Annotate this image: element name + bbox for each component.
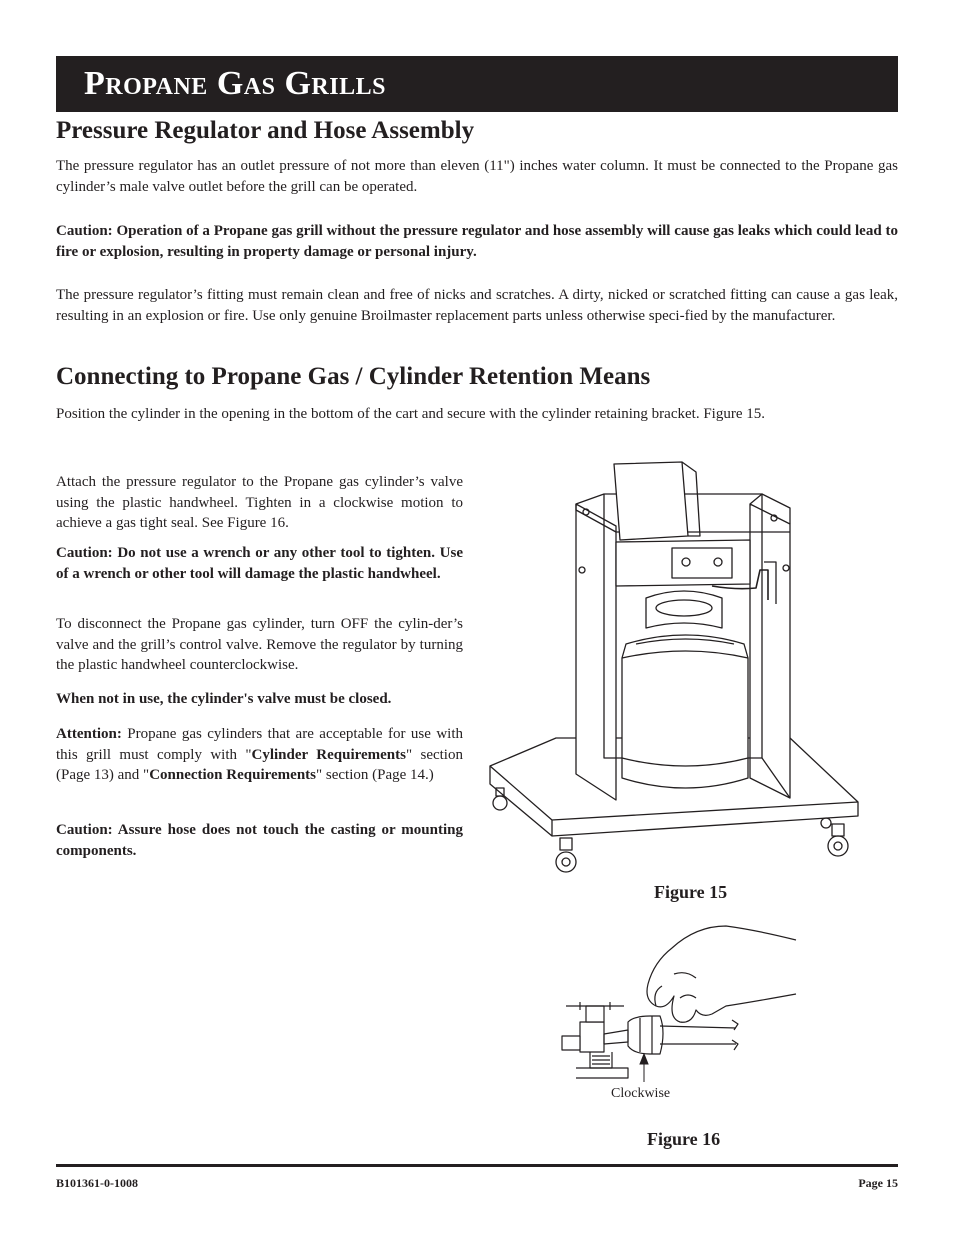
regulator-paragraph: The pressure regulator has an outlet pressure of not more than eleven (11") inches water column. It must be connected to the Propane gas cylinder’s male valve outlet before the grill can be operated. (56, 158, 898, 195)
connection-requirements-ref: Connection Requirements (149, 767, 316, 783)
cylinder-requirements-ref: Cylinder Requirements (251, 746, 406, 763)
figure-16-caption: Figure 16 (647, 1129, 721, 1149)
not-in-use-note: When not in use, the cylinder's valve must be closed. (56, 691, 392, 707)
attention-paragraph (56, 724, 463, 786)
section-heading-connecting: Connecting to Propane Gas / Cylinder Retention Means (56, 363, 651, 390)
section-heading-regulator: Pressure Regulator and Hose Assembly (56, 117, 475, 144)
attention-text-1: Propane gas cylinders that are acceptable for use with this grill must comply with " (56, 726, 463, 763)
position-paragraph: Position the cylinder in the opening in the bottom of the cart and secure with the cylinder retaining bracket. Figure 15. (56, 406, 765, 422)
wrench-caution: Caution: Do not use a wrench or any other tool to tighten. Use of a wrench or other tool will damage the plastic handwheel. (56, 545, 463, 582)
figure-15-cart-illustration (486, 458, 864, 880)
regulator-caution: Caution: Operation of a Propane gas grill without the pressure regulator and hose assembly will cause gas leaks which could lead to fire or explosion, resulting in property damage or personal injury. (56, 223, 898, 260)
hose-caution: Caution: Assure hose does not touch the casting or mounting components. (56, 822, 463, 859)
attach-paragraph: Attach the pressure regulator to the Propane gas cylinder’s valve using the plastic handwheel. Tighten in a clockwise motion to achieve a gas tight seal. See Figure 16. (56, 474, 463, 531)
page-title: Propane Gas Grills (84, 65, 386, 102)
header-banner (56, 56, 898, 112)
page-number: Page 15 (858, 1176, 898, 1190)
footer-rule (56, 1164, 898, 1167)
document-number: B101361-0-1008 (56, 1176, 138, 1190)
figure-16-handwheel-illustration (556, 922, 806, 1082)
clockwise-label: Clockwise (611, 1086, 671, 1101)
attention-text-3: " section (Page 14.) (316, 767, 434, 783)
attention-text-2: " section (Page 13) and " (56, 746, 463, 783)
attention-label: Attention: (56, 726, 122, 742)
figure-15-caption: Figure 15 (654, 882, 728, 902)
disconnect-paragraph: To disconnect the Propane gas cylinder, turn OFF the cylin-der’s valve and the grill’s control valve. Remove the regulator by turning the plastic handwheel counterclockwise. (56, 616, 463, 673)
fitting-paragraph: The pressure regulator’s fitting must remain clean and free of nicks and scratches. A dirty, nicked or scratched fitting can cause a gas leak, resulting in an explosion or fire. Use only genuine Broilmaster replacement parts unless otherwise speci-fied by the manufacturer. (56, 287, 898, 324)
